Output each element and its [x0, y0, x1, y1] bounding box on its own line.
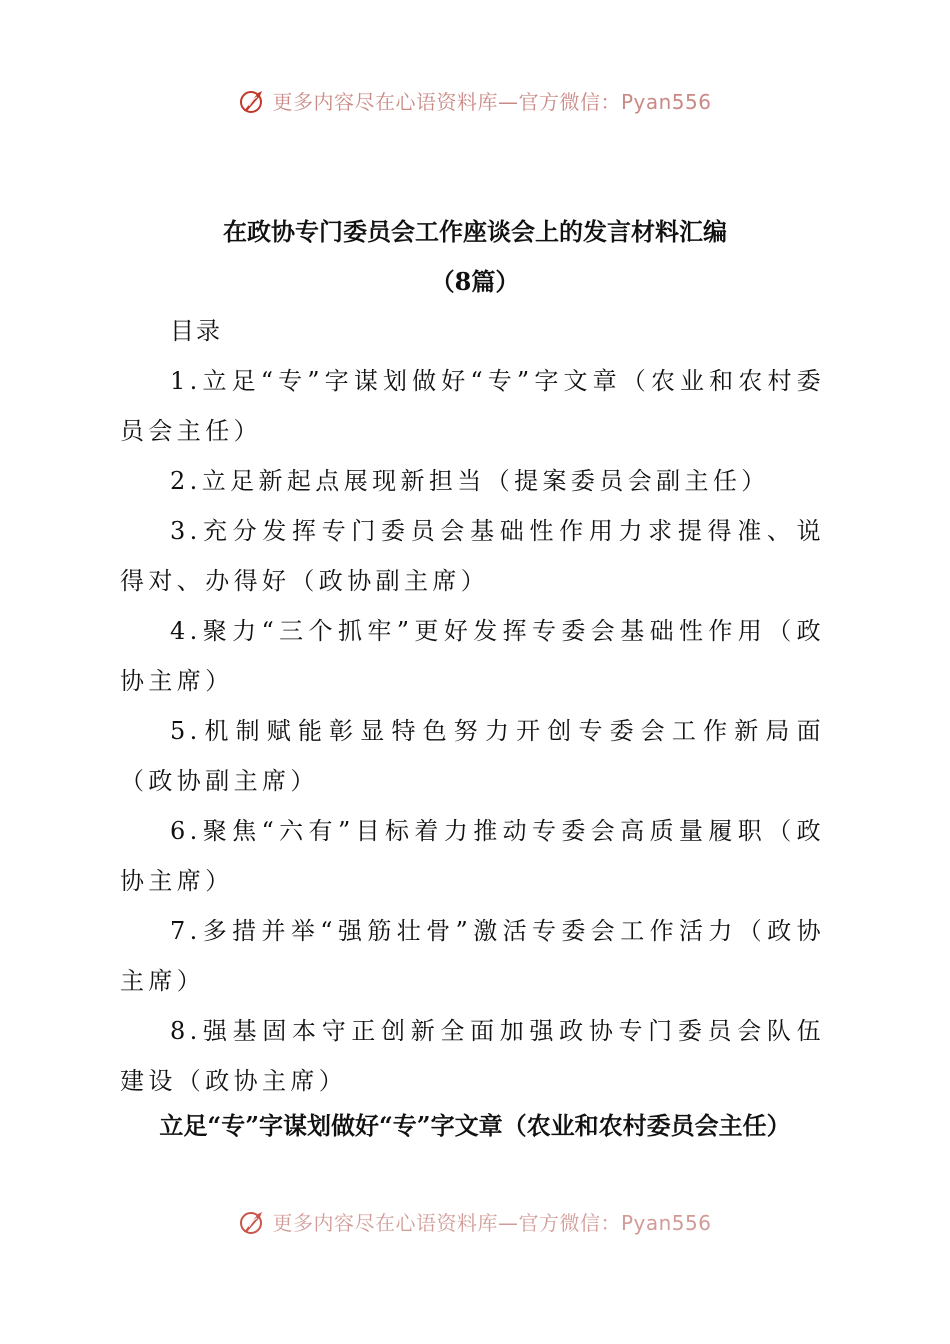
watermark-text: 更多内容尽在心语资料库—官方微信：Pyan556 [272, 90, 712, 114]
toc-item-8: 8.强基固本守正创新全面加强政协专门委员会队伍建设（政协主席） [120, 1017, 825, 1095]
quill-logo-icon [238, 87, 266, 115]
watermark-text: 更多内容尽在心语资料库—官方微信：Pyan556 [272, 1211, 712, 1235]
toc-heading: 目录 [170, 317, 222, 345]
toc-item-4: 4.聚力“三个抓牢”更好发挥专委会基础性作用（政协主席） [120, 617, 825, 695]
footer-watermark [0, 1207, 950, 1236]
toc-item-3: 3.充分发挥专门委员会基础性作用力求提得准、说得对、办得好（政协副主席） [120, 517, 825, 595]
table-of-contents [120, 306, 825, 1106]
toc-item-5: 5.机制赋能彰显特色努力开创专委会工作新局面（政协副主席） [120, 717, 825, 795]
section-title: 立足“专”字谋划做好“专”字文章（农业和农村委员会主任） [159, 1111, 791, 1140]
toc-item-1: 1.立足“专”字谋划做好“专”字文章（农业和农村委员会主任） [120, 367, 825, 445]
toc-item-6: 6.聚焦“六有”目标着力推动专委会高质量履职（政协主席） [120, 817, 825, 895]
header-watermark [0, 86, 950, 115]
quill-logo-icon [238, 1208, 266, 1236]
document-title: 在政协专门委员会工作座谈会上的发言材料汇编 [223, 217, 727, 246]
document-subtitle: （8篇） [430, 267, 520, 296]
toc-item-2: 2.立足新起点展现新担当（提案委员会副主任） [170, 467, 770, 495]
toc-item-7: 7.多措并举“强筋壮骨”激活专委会工作活力（政协主席） [120, 917, 825, 995]
